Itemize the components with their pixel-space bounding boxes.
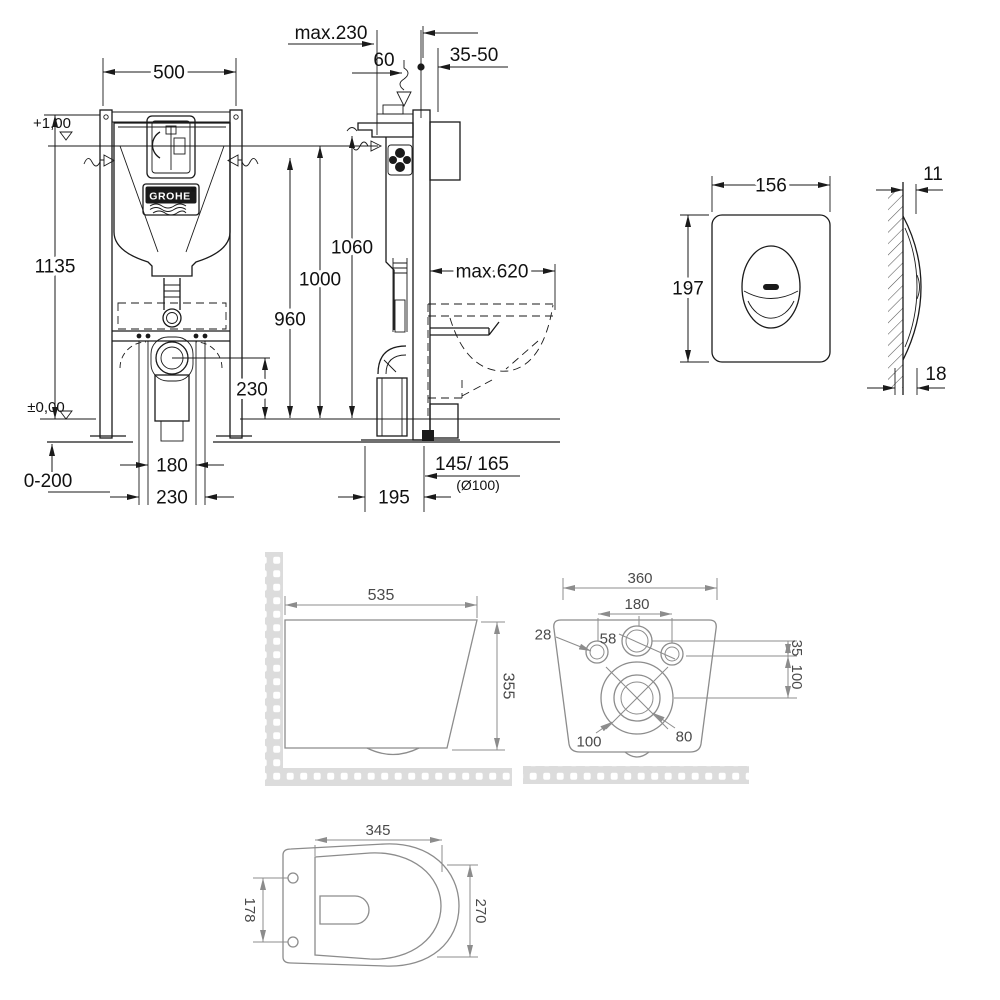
dim-bowl-offsets [652,640,805,698]
frame-width-label: 500 [153,62,185,84]
dim-depth-max [288,23,478,135]
hinge-hole-top [288,873,298,883]
tile-strip-bottom [523,766,749,784]
height-top-label: 1060 [330,237,374,259]
access-shaft [147,116,195,178]
cistern-side-profile [352,105,413,436]
level-mark-upper [33,115,72,140]
bowl-side-outline [285,620,477,748]
bowl-depth-label: 535 [367,587,395,604]
drain-offset-label: 145/ 165 [435,454,509,475]
drain-diameter-label: (Ø100) [456,477,500,493]
base-depth-label: 195 [378,487,410,509]
label-hole-small [535,626,591,651]
adjust-range-label: 0-200 [23,471,73,492]
tile-strip-horizontal [265,768,512,786]
grohe-logo-text: GROHE [149,190,191,203]
water-supply-arrow [397,60,411,106]
offset-outlet-label: 100 [787,664,805,690]
dim-plate-height [672,215,709,362]
bowl-outlet-circles [601,662,673,734]
bowl-outlet-bump [367,748,419,755]
wall-hatch [888,192,903,388]
plate-depth-max-label: 18 [925,364,947,385]
seat-water-area [320,896,369,924]
plate-width-label: 156 [755,175,787,197]
flush-pipe [151,278,193,441]
hinge-hole-bottom [288,937,298,947]
bowl-silhouette-dashed [428,304,556,420]
dim-plate-width [712,176,830,212]
plate-depth-min-label: 11 [923,164,943,185]
reach-max-label: max.620 [455,261,529,283]
seat-depth-label: 345 [365,822,391,839]
dim-base-depth [338,488,451,509]
seat-inner-outline [315,853,441,959]
bolt-spacing-label: 180 [156,455,188,477]
level-floor-label: ±0,00 [27,399,65,416]
bowl-width-label: 360 [627,570,653,587]
bowl-top-pipe-bump [625,752,649,757]
flush-stub [430,322,499,335]
label-hole-center [600,630,675,659]
seat-outline [283,844,459,966]
frame-side-view [274,23,556,512]
height-mid-label: 1000 [298,269,342,291]
level-upper-label: +1,00 [33,115,71,132]
hole-center-label: 58 [599,630,617,648]
height-low-label: 960 [274,309,306,331]
foot-bracket [430,404,458,438]
wall-bracket [430,122,460,180]
dim-drain-height [172,358,270,419]
frame-height-label: 1135 [34,256,76,278]
seat-width-label: 270 [471,898,489,924]
seat-top-view [241,822,489,966]
label-outlet-inner [653,713,692,745]
dim-pipe-offset [352,50,402,73]
dim-height-mid [299,146,341,418]
frame-front-view [24,58,560,509]
dim-wall-gap [417,30,508,118]
drain-height-label: 230 [236,379,268,401]
hinge-spacing-label: 178 [240,897,258,923]
label-outlet-outer [576,722,612,750]
registered-mark: ® [190,188,196,194]
dim-hinge-spacing [241,878,288,942]
logo-waves [150,204,186,215]
side-rail [413,110,430,440]
dim-bowl-depth [285,587,477,618]
hole-small-label: 28 [534,626,552,644]
dim-plate-depth-max [867,364,947,395]
floor-lines [40,146,560,442]
drain-spacing-label: 230 [156,487,188,509]
depth-max-label: max.230 [294,23,368,44]
plate-height-label: 197 [672,278,704,300]
dim-reach-max [430,262,555,310]
bowl-top-view [523,570,805,784]
dim-drain-spacing [110,488,234,509]
outlet-inner-label: 80 [675,728,693,746]
pipe-offset-label: 60 [373,50,395,71]
dim-plate-depth-min [876,164,943,214]
dim-frame-width [103,58,236,106]
flush-button-slot [763,284,779,290]
bowl-bolt-spacing-label: 180 [624,596,650,613]
dim-seat-width [437,865,489,957]
flush-plate-front [712,215,830,362]
flush-plate-views [672,164,946,395]
offset-holes-label: 35 [787,639,805,657]
dim-adjust-range [24,444,110,492]
bowl-side-view [265,552,516,786]
tile-strip-vertical [265,552,283,770]
bowl-height-label: 355 [499,672,517,700]
level-mark-floor [27,399,72,419]
dim-frame-height [35,115,100,419]
grohe-logo [143,184,199,215]
outlet-outer-label: 100 [576,733,602,751]
dim-bolt-spacing [120,456,224,477]
wall-gap-label: 35-50 [449,45,499,66]
